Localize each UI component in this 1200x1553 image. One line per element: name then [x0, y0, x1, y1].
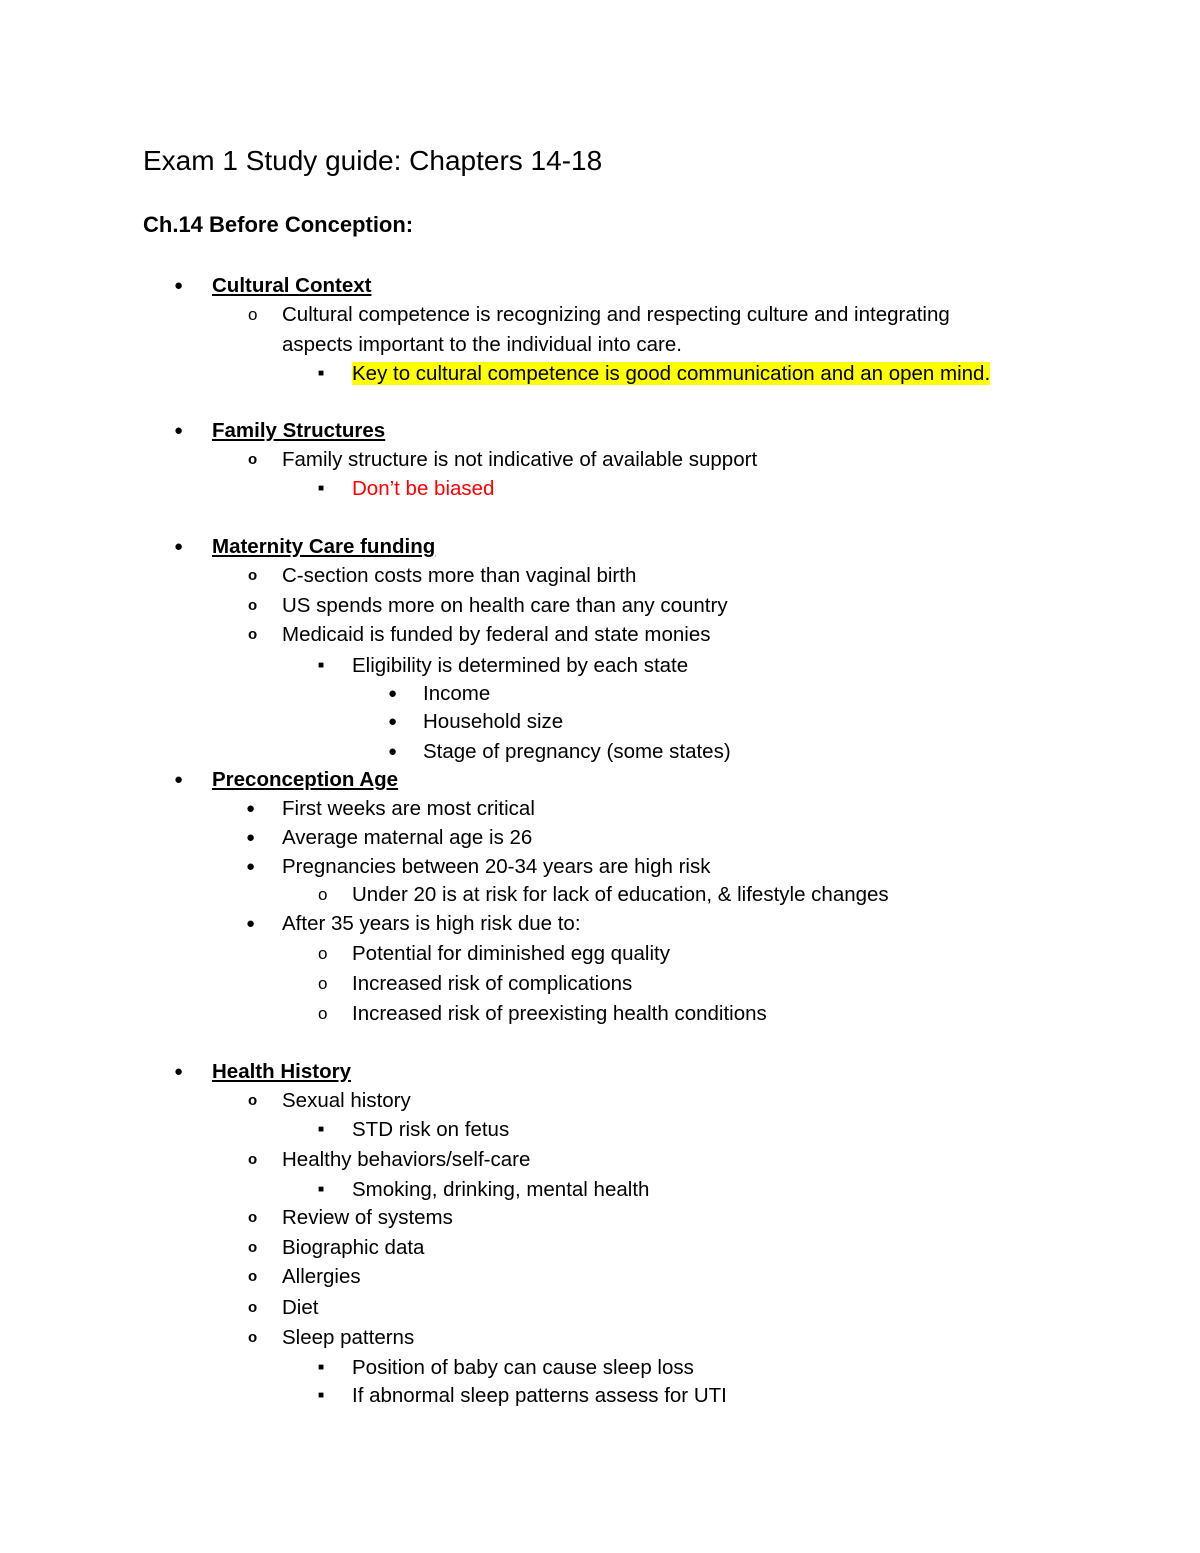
bullet-dot-icon: ●: [388, 743, 398, 760]
list-item: Cultural competence is recognizing and respecting culture and integrating: [282, 303, 950, 326]
list-item: Income: [423, 682, 491, 705]
bullet-dot-icon: ●: [246, 858, 256, 875]
list-item: Medicaid is funded by federal and state monies: [282, 623, 711, 646]
list-item: Review of systems: [282, 1206, 453, 1229]
bullet-dot-icon: ●: [388, 713, 398, 730]
list-item: Potential for diminished egg quality: [352, 942, 670, 965]
bullet-dot-icon: ●: [388, 685, 398, 702]
list-item: Under 20 is at risk for lack of education, & lifestyle changes: [352, 883, 889, 906]
list-item: Allergies: [282, 1265, 361, 1288]
list-item: Household size: [423, 710, 564, 733]
bullet-square-icon: ■: [318, 368, 325, 379]
list-item: Smoking, drinking, mental health: [352, 1178, 650, 1201]
bullet-dot-icon: ●: [174, 277, 184, 294]
list-item-red: Don’t be biased: [352, 477, 495, 500]
list-item: Healthy behaviors/self-care: [282, 1148, 531, 1171]
bullet-ring-icon: o: [248, 1329, 258, 1346]
list-item: Position of baby can cause sleep loss: [352, 1356, 694, 1379]
bullet-square-icon: ■: [318, 483, 325, 494]
bullet-ring-icon: o: [248, 1151, 258, 1168]
bullet-ring-icon: o: [248, 1209, 258, 1226]
list-item: If abnormal sleep patterns assess for UTI: [352, 1384, 727, 1407]
list-item: Increased risk of complications: [352, 972, 633, 995]
list-item: aspects important to the individual into care.: [282, 333, 682, 356]
bullet-ring-icon: o: [248, 567, 258, 584]
list-item: Biographic data: [282, 1236, 425, 1259]
bullet-ring-icon: o: [248, 626, 258, 643]
bullet-circle-icon: o: [318, 1004, 328, 1023]
bullet-ring-icon: o: [248, 1239, 258, 1256]
bullet-ring-icon: o: [248, 1268, 258, 1285]
document-title: Exam 1 Study guide: Chapters 14-18: [143, 145, 603, 176]
list-item: Stage of pregnancy (some states): [423, 740, 731, 763]
bullet-ring-icon: o: [248, 597, 258, 614]
bullet-square-icon: ■: [318, 1124, 325, 1135]
bullet-dot-icon: ●: [174, 771, 184, 788]
bullet-square-icon: ■: [318, 1362, 325, 1373]
list-item: Sexual history: [282, 1089, 411, 1112]
bullet-circle-icon: o: [318, 944, 328, 963]
bullet-dot-icon: ●: [174, 422, 184, 439]
bullet-circle-icon: o: [318, 885, 328, 904]
list-item: Increased risk of preexisting health conditions: [352, 1002, 767, 1025]
bullet-ring-icon: o: [248, 451, 258, 468]
bullet-square-icon: ■: [318, 1390, 325, 1401]
list-item: Average maternal age is 26: [282, 826, 533, 849]
chapter-heading: Ch.14 Before Conception:: [143, 212, 414, 237]
list-item: C-section costs more than vaginal birth: [282, 564, 637, 587]
highlighted-text: Key to cultural competence is good communication and an open mind.: [352, 362, 991, 385]
section-heading-maternity-care-funding: Maternity Care funding: [212, 535, 436, 558]
bullet-ring-icon: o: [248, 1299, 258, 1316]
bullet-circle-icon: o: [318, 974, 328, 993]
list-item: Diet: [282, 1296, 319, 1319]
bullet-dot-icon: ●: [246, 800, 256, 817]
list-item: Sleep patterns: [282, 1326, 415, 1349]
bullet-ring-icon: o: [248, 1092, 258, 1109]
list-item-highlighted: [352, 360, 990, 388]
bullet-dot-icon: ●: [174, 1063, 184, 1080]
list-item: Pregnancies between 20-34 years are high risk: [282, 855, 711, 878]
bullet-circle-icon: o: [248, 305, 258, 324]
list-item: Family structure is not indicative of available support: [282, 448, 758, 471]
bullet-dot-icon: ●: [246, 915, 256, 932]
bullet-dot-icon: ●: [174, 538, 184, 555]
list-item: First weeks are most critical: [282, 797, 535, 820]
section-heading-cultural-context: Cultural Context: [212, 274, 372, 297]
section-heading-health-history: Health History: [212, 1060, 351, 1083]
list-item: Eligibility is determined by each state: [352, 654, 689, 677]
section-heading-preconception-age: Preconception Age: [212, 768, 399, 791]
bullet-dot-icon: ●: [246, 829, 256, 846]
list-item: US spends more on health care than any country: [282, 594, 728, 617]
list-item: STD risk on fetus: [352, 1118, 510, 1141]
list-item: After 35 years is high risk due to:: [282, 912, 581, 935]
bullet-square-icon: ■: [318, 1184, 325, 1195]
bullet-square-icon: ■: [318, 660, 325, 671]
section-heading-family-structures: Family Structures: [212, 419, 386, 442]
